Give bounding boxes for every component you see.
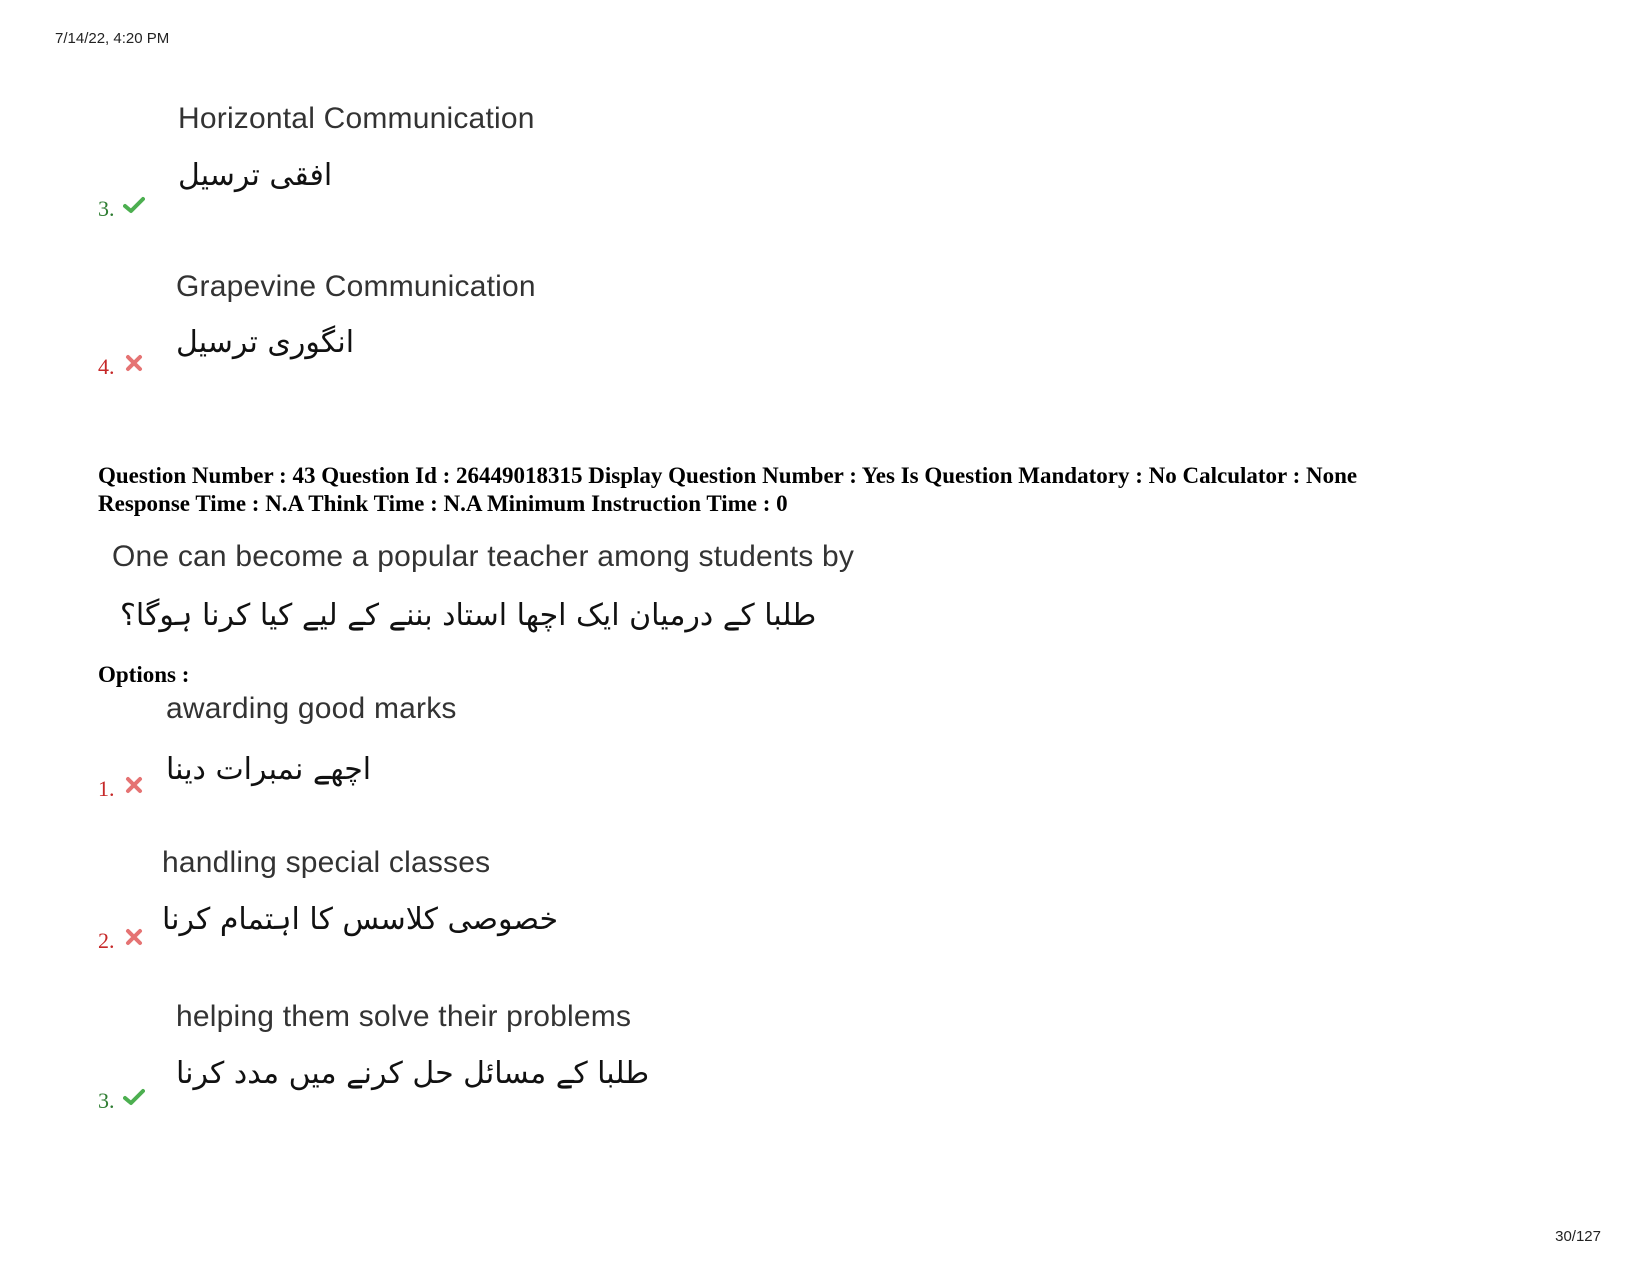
- option-english-text: Horizontal Communication: [178, 102, 535, 135]
- question-meta-line-2: Response Time : N.A Think Time : N.A Minimum Instruction Time : 0: [98, 491, 788, 516]
- check-icon: [123, 1088, 145, 1106]
- option-urdu-text: اچھے نمبرات دینا: [166, 752, 372, 787]
- check-icon: [123, 196, 145, 214]
- cross-icon: [123, 354, 145, 372]
- option-english-text: awarding good marks: [166, 692, 457, 725]
- option-number-row: [98, 928, 145, 954]
- page-number: 30/127: [1555, 1228, 1601, 1245]
- option-number-row: [98, 776, 145, 802]
- option-english-text: Grapevine Communication: [176, 270, 536, 303]
- question-metadata: [98, 462, 1598, 518]
- option-number: 1.: [98, 776, 115, 801]
- option-urdu-text: انگوری ترسیل: [176, 325, 355, 360]
- question-english-text: One can become a popular teacher among students by: [112, 540, 855, 573]
- option-number: 2.: [98, 928, 115, 953]
- option-urdu-text: خصوصی کلاسس کا اہتمام کرنا: [162, 902, 559, 937]
- option-english-text: handling special classes: [162, 846, 491, 879]
- option-number-row: [98, 1088, 145, 1114]
- question-meta-line-1: Question Number : 43 Question Id : 26449018315 Display Question Number : Yes Is Question Mandatory : No Calculator : None: [98, 463, 1358, 488]
- print-timestamp: 7/14/22, 4:20 PM: [55, 30, 170, 47]
- option-number-row: [98, 196, 145, 222]
- cross-icon: [123, 928, 145, 946]
- option-number: 3.: [98, 1088, 115, 1113]
- question-urdu-text: طلبا کے درمیان ایک اچھا استاد بننے کے لیے کیا کرنا ہوگا؟: [120, 598, 817, 633]
- option-urdu-text: افقی ترسیل: [178, 158, 333, 193]
- option-number: 4.: [98, 354, 115, 379]
- option-urdu-text: طلبا کے مسائل حل کرنے میں مدد کرنا: [176, 1056, 650, 1091]
- cross-icon: [123, 776, 145, 794]
- options-label: Options :: [98, 662, 190, 687]
- option-number: 3.: [98, 196, 115, 221]
- option-english-text: helping them solve their problems: [176, 1000, 632, 1033]
- option-number-row: [98, 354, 145, 380]
